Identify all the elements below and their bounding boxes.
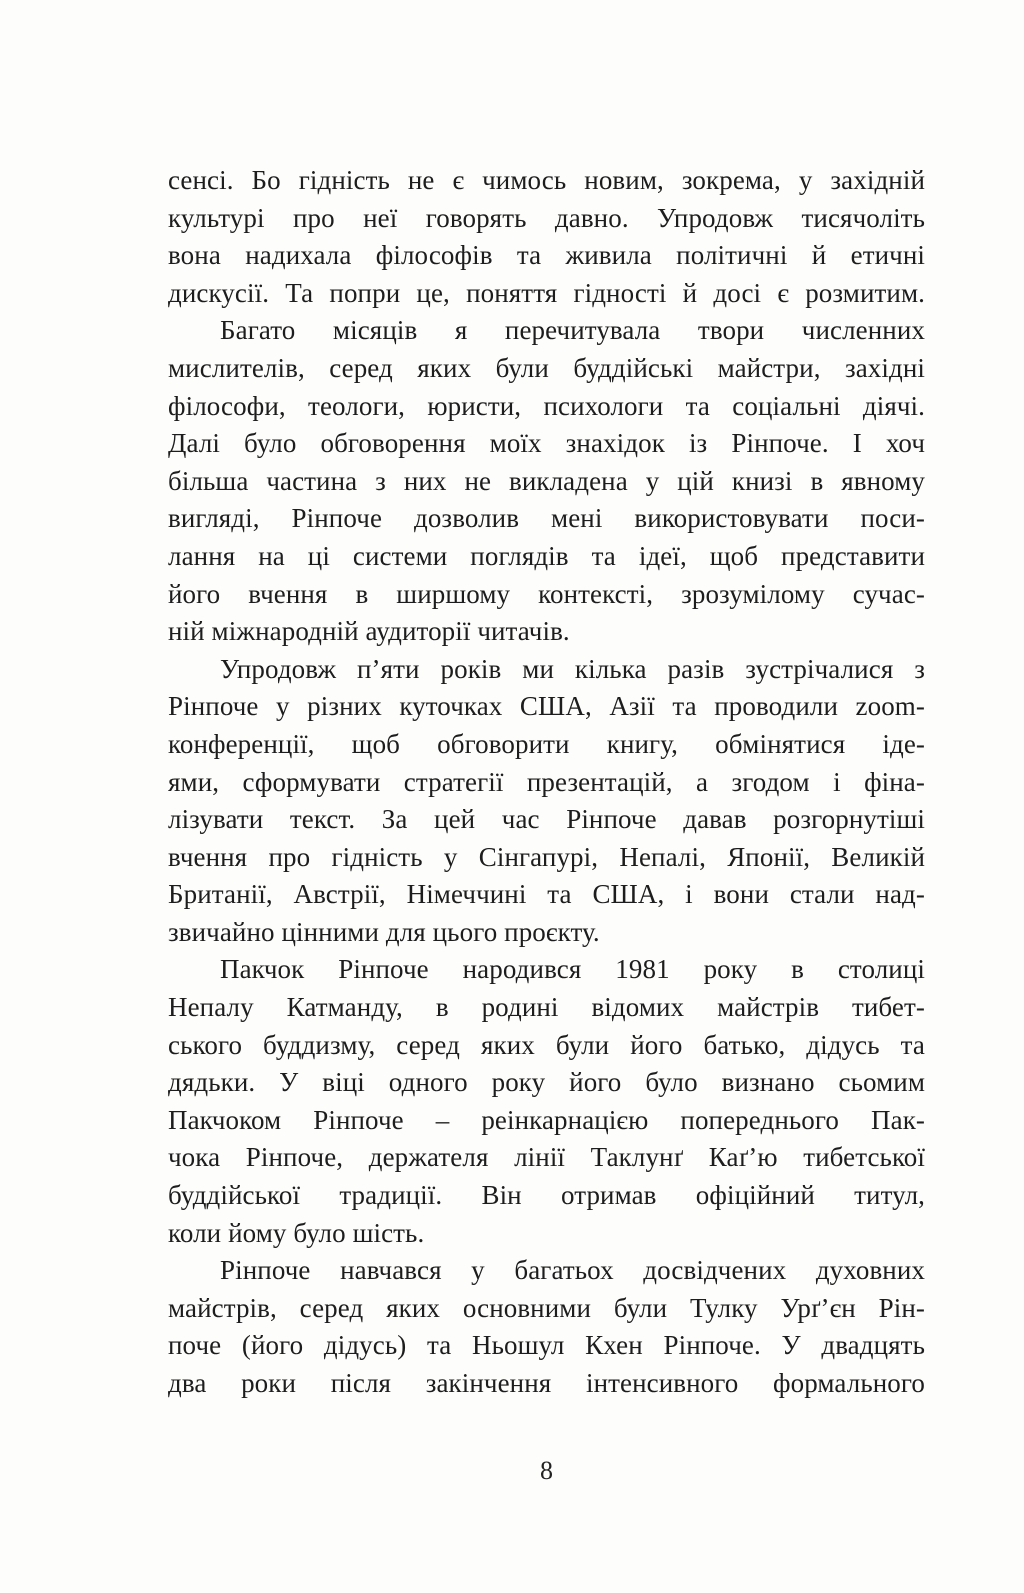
paragraph — [168, 162, 925, 312]
text-line: ній міжнародній аудиторії читачів. — [168, 616, 570, 647]
paragraph — [168, 651, 925, 952]
text-line: конференції, щоб обговорити книгу, обмінятися іде- — [168, 728, 925, 759]
text-line: філософи, теологи, юристи, психологи та соціальні діячі. — [168, 390, 925, 421]
text-line: дискусії. Та попри це, поняття гідності й досі є розмитим. — [168, 277, 925, 308]
text-line: буддійської традиції. Він отримав офіційний титул, — [168, 1180, 925, 1211]
text-line: ями, сформувати стратегії презентацій, а згодом і фіна- — [168, 766, 925, 797]
page-number: 8 — [540, 1456, 553, 1485]
text-line: лізувати текст. За цей час Рінпоче давав розгорнутіші — [168, 804, 925, 835]
text-line: ського буддизму, серед яких були його батько, дідусь та — [168, 1029, 925, 1060]
text-line: Британії, Австрії, Німеччині та США, і вони стали над- — [168, 879, 925, 910]
paragraph — [168, 312, 925, 650]
text-line: культурі про неї говорять давно. Упродовж тисячоліть — [168, 202, 925, 233]
text-column — [168, 162, 925, 1403]
text-line: поче (його дідусь) та Ньошул Кхен Рінпоче. У двадцять — [168, 1330, 925, 1361]
text-line: два роки після закінчення інтенсивного формального — [168, 1368, 925, 1398]
text-line: Пакчоком Рінпоче – реінкарнацією попереднього Пак- — [168, 1104, 925, 1135]
paragraph — [168, 951, 925, 1252]
paragraph — [168, 1252, 925, 1402]
text-line: звичайно цінними для цього проєкту. — [168, 916, 600, 947]
text-line: Рінпоче у різних куточках США, Азії та проводили zoom- — [168, 691, 925, 722]
text-line: сенсі. Бо гідність не є чимось новим, зокрема, у західній — [168, 165, 925, 195]
text-line: мислителів, серед яких були буддійські майстри, західні — [168, 352, 925, 383]
text-line: вона надихала філософів та живила політичні й етичні — [168, 240, 925, 271]
text-line: Упродовж п’яти років ми кілька разів зустрічалися з — [220, 653, 925, 684]
text-line: майстрів, серед яких основними були Тулку Урґ’єн Рін- — [168, 1292, 925, 1323]
text-line: Далі було обговорення моїх знахідок із Рінпоче. І хоч — [168, 428, 925, 459]
text-line: Багато місяців я перечитувала твори численних — [220, 315, 925, 346]
text-line: коли йому було шість. — [168, 1217, 425, 1248]
text-line: Непалу Катманду, в родині відомих майстрів тибет- — [168, 992, 925, 1023]
text-line: лання на ці системи поглядів та ідеї, щоб представити — [168, 540, 925, 571]
text-line: Рінпоче навчався у багатьох досвідчених духовних — [220, 1255, 925, 1286]
text-line: більша частина з них не викладена у цій книзі в явному — [168, 465, 925, 496]
text-line: вигляді, Рінпоче дозволив мені використовувати поси- — [168, 503, 925, 534]
text-line: дядьки. У віці одного року його було визнано сьомим — [168, 1067, 925, 1098]
text-line: Пакчок Рінпоче народився 1981 року в столиці — [220, 954, 925, 985]
text-line: вчення про гідність у Сінгапурі, Непалі, Японії, Великій — [168, 841, 925, 872]
text-line: чока Рінпоче, держателя лінії Таклунґ Каґ’ю тибетської — [168, 1142, 925, 1173]
text-line: його вчення в ширшому контексті, зрозумілому сучас- — [168, 578, 925, 609]
